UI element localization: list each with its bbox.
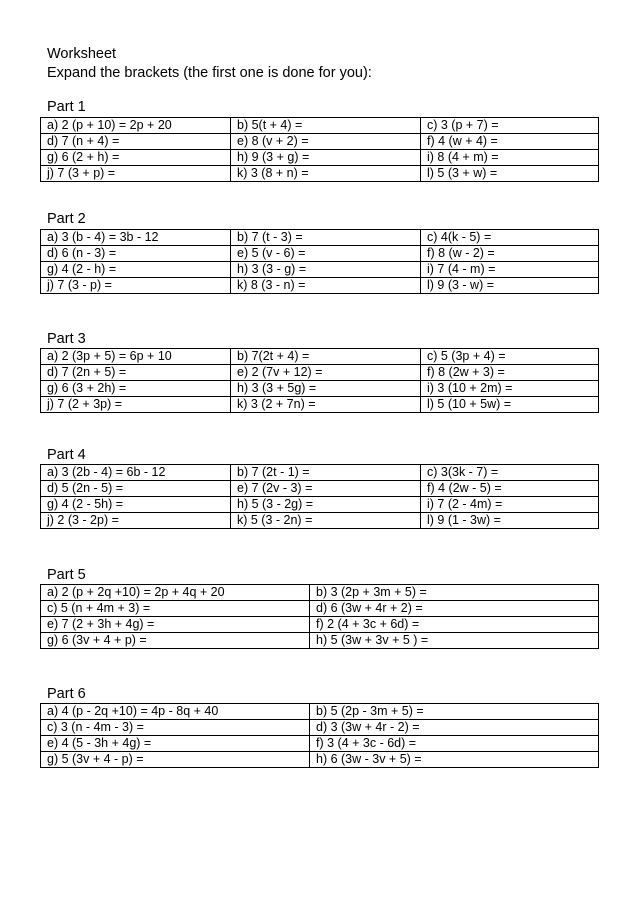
exercise-cell: b) 5(t + 4) = [231,118,421,134]
exercise-cell: c) 3 (n - 4m - 3) = [41,720,310,736]
table-row [41,349,599,365]
exercise-cell: i) 3 (10 + 2m) = [421,381,599,397]
table-row [41,246,599,262]
exercise-cell: b) 7 (2t - 1) = [231,465,421,481]
exercise-cell: d) 6 (n - 3) = [41,246,231,262]
part-6-table [40,703,599,768]
exercise-cell: j) 2 (3 - 2p) = [41,513,231,529]
part-5-heading: Part 5 [47,567,86,583]
table-row [41,465,599,481]
exercise-cell: e) 4 (5 - 3h + 4g) = [41,736,310,752]
exercise-cell: a) 3 (b - 4) = 3b - 12 [41,230,231,246]
exercise-cell: b) 3 (2p + 3m + 5) = [310,585,599,601]
part-1-table [40,117,599,182]
exercise-cell: b) 7 (t - 3) = [231,230,421,246]
table-row [41,365,599,381]
table-row [41,166,599,182]
table-row [41,617,599,633]
exercise-cell: c) 3 (p + 7) = [421,118,599,134]
exercise-cell: e) 8 (v + 2) = [231,134,421,150]
table-row [41,720,599,736]
part-5-table [40,584,599,649]
exercise-cell: i) 7 (2 - 4m) = [421,497,599,513]
exercise-cell: g) 6 (2 + h) = [41,150,231,166]
table-row [41,397,599,413]
exercise-cell: g) 4 (2 - 5h) = [41,497,231,513]
exercise-cell: i) 7 (4 - m) = [421,262,599,278]
exercise-cell: h) 3 (3 - g) = [231,262,421,278]
exercise-cell: h) 6 (3w - 3v + 5) = [310,752,599,768]
exercise-cell: f) 2 (4 + 3c + 6d) = [310,617,599,633]
exercise-cell: l) 5 (10 + 5w) = [421,397,599,413]
exercise-cell: k) 3 (2 + 7n) = [231,397,421,413]
exercise-cell: c) 5 (n + 4m + 3) = [41,601,310,617]
exercise-cell: k) 3 (8 + n) = [231,166,421,182]
table-row [41,585,599,601]
exercise-cell: c) 3(3k - 7) = [421,465,599,481]
table-row [41,752,599,768]
table-row [41,633,599,649]
exercise-cell: l) 5 (3 + w) = [421,166,599,182]
table-row [41,513,599,529]
exercise-cell: k) 5 (3 - 2n) = [231,513,421,529]
table-row [41,230,599,246]
table-row [41,381,599,397]
exercise-cell: d) 5 (2n - 5) = [41,481,231,497]
instructions: Expand the brackets (the first one is done for you): [47,65,372,81]
part-6-heading: Part 6 [47,686,86,702]
part-3-heading: Part 3 [47,331,86,347]
exercise-cell: d) 6 (3w + 4r + 2) = [310,601,599,617]
exercise-cell: d) 7 (n + 4) = [41,134,231,150]
exercise-cell: l) 9 (3 - w) = [421,278,599,294]
table-row [41,704,599,720]
exercise-cell: h) 5 (3w + 3v + 5 ) = [310,633,599,649]
table-row [41,497,599,513]
part-1-heading: Part 1 [47,99,86,115]
exercise-cell: g) 6 (3v + 4 + p) = [41,633,310,649]
exercise-cell: f) 4 (2w - 5) = [421,481,599,497]
exercise-cell: e) 7 (2 + 3h + 4g) = [41,617,310,633]
exercise-cell: j) 7 (3 + p) = [41,166,231,182]
exercise-cell: a) 4 (p - 2q +10) = 4p - 8q + 40 [41,704,310,720]
exercise-cell: a) 2 (3p + 5) = 6p + 10 [41,349,231,365]
part-3-table [40,348,599,413]
exercise-cell: h) 5 (3 - 2g) = [231,497,421,513]
exercise-cell: d) 3 (3w + 4r - 2) = [310,720,599,736]
exercise-cell: e) 5 (v - 6) = [231,246,421,262]
exercise-cell: f) 3 (4 + 3c - 6d) = [310,736,599,752]
exercise-cell: b) 5 (2p - 3m + 5) = [310,704,599,720]
exercise-cell: b) 7(2t + 4) = [231,349,421,365]
exercise-cell: f) 4 (w + 4) = [421,134,599,150]
part-2-table [40,229,599,294]
table-row [41,278,599,294]
exercise-cell: g) 4 (2 - h) = [41,262,231,278]
exercise-cell: h) 9 (3 + g) = [231,150,421,166]
part-2-heading: Part 2 [47,211,86,227]
table-row [41,150,599,166]
exercise-cell: a) 2 (p + 2q +10) = 2p + 4q + 20 [41,585,310,601]
table-row [41,736,599,752]
exercise-cell: f) 8 (2w + 3) = [421,365,599,381]
exercise-cell: c) 5 (3p + 4) = [421,349,599,365]
exercise-cell: h) 3 (3 + 5g) = [231,381,421,397]
part-4-table [40,464,599,529]
exercise-cell: c) 4(k - 5) = [421,230,599,246]
table-row [41,262,599,278]
table-row [41,481,599,497]
exercise-cell: g) 6 (3 + 2h) = [41,381,231,397]
exercise-cell: e) 7 (2v - 3) = [231,481,421,497]
exercise-cell: a) 3 (2b - 4) = 6b - 12 [41,465,231,481]
table-row [41,134,599,150]
exercise-cell: i) 8 (4 + m) = [421,150,599,166]
exercise-cell: d) 7 (2n + 5) = [41,365,231,381]
worksheet-title: Worksheet [47,46,117,62]
exercise-cell: k) 8 (3 - n) = [231,278,421,294]
table-row [41,601,599,617]
table-row [41,118,599,134]
part-4-heading: Part 4 [47,447,86,463]
exercise-cell: j) 7 (3 - p) = [41,278,231,294]
exercise-cell: l) 9 (1 - 3w) = [421,513,599,529]
exercise-cell: j) 7 (2 + 3p) = [41,397,231,413]
exercise-cell: f) 8 (w - 2) = [421,246,599,262]
exercise-cell: e) 2 (7v + 12) = [231,365,421,381]
exercise-cell: g) 5 (3v + 4 - p) = [41,752,310,768]
exercise-cell: a) 2 (p + 10) = 2p + 20 [41,118,231,134]
